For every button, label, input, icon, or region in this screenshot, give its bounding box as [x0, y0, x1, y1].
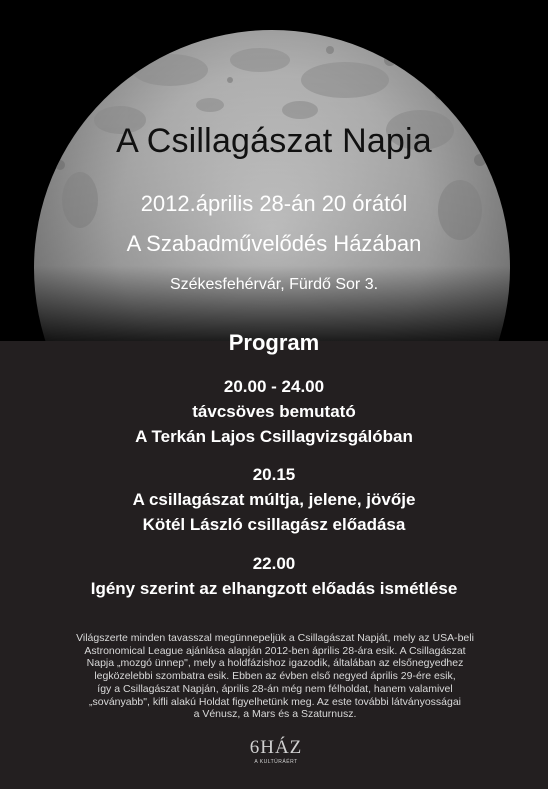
program-item [0, 374, 548, 449]
event-date: 2012.április 28-án 20 órától [140, 191, 408, 216]
event-description [70, 632, 480, 721]
description-line: Astronomical League ajánlása alapján 2012-ben április 28-ára esik. A Csillagászat [84, 644, 466, 657]
program-time: 22.00 [252, 554, 296, 573]
program-heading: Program [228, 330, 320, 355]
program-description: távcsöves bemutató [192, 402, 356, 421]
program-item [0, 462, 548, 537]
program-speaker: Kötél László csillagász előadása [142, 515, 406, 534]
program-location: A Terkán Lajos Csillagvizsgálóban [135, 427, 413, 446]
logo-mark: 6HÁZ [249, 737, 303, 758]
organizer-logo [244, 738, 308, 778]
description-line: legközelebbi szombatra esik. Ebben az évben első negyed április 29-ére esik, [94, 670, 456, 683]
program-time: 20.00 - 24.00 [223, 377, 325, 396]
logo-subtitle: A KULTÚRÁÉRT [254, 759, 298, 765]
program-description: Igény szerint az elhangzott előadás ismétlése [90, 579, 458, 598]
event-title: A Csillagászat Napja [116, 122, 432, 160]
program-description: A csillagászat múltja, jelene, jövője [132, 490, 416, 509]
description-line: így a Csillagászat Napján, április 28-án még nem félholdat, hanem valamivel [97, 682, 453, 695]
program-item [0, 551, 548, 601]
description-line: Világszerte minden tavasszal megünnepeljük a Csillagászat Napját, mely az USA-beli [76, 632, 474, 644]
program-time: 20.15 [252, 465, 296, 484]
event-venue: A Szabadművelődés Házában [126, 231, 422, 256]
description-line: a Vénusz, a Mars és a Szaturnusz. [193, 708, 357, 721]
description-line: „soványabb", kifli alakú Holdat figyelhetünk meg. Az este további látványosságai [88, 695, 462, 708]
description-line: Napja „mozgó ünnep", mely a holdfázishoz igazodik, általában az elsőnegyedhez [86, 657, 464, 670]
event-address: Székesfehérvár, Fürdő Sor 3. [169, 276, 379, 293]
